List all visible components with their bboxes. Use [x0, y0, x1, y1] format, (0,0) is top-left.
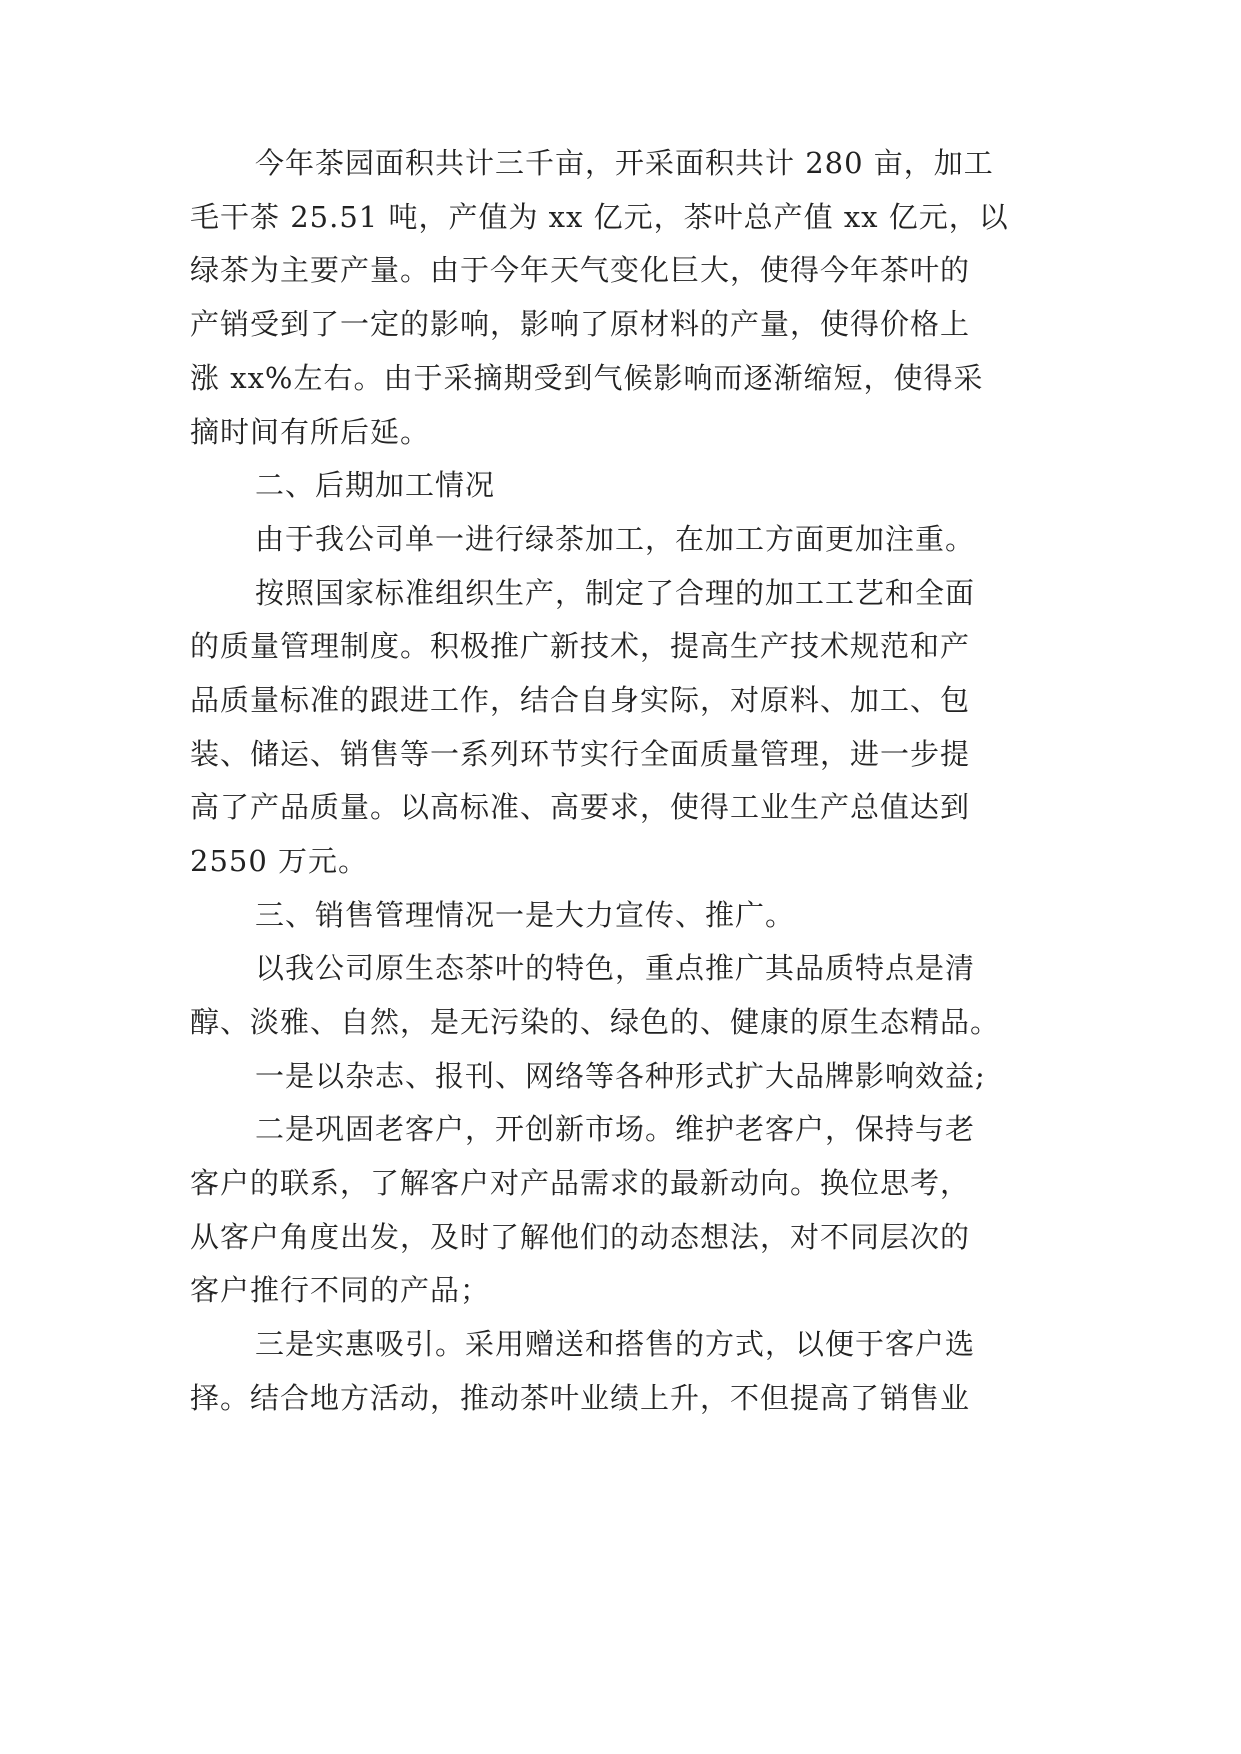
- section-heading: 三、销售管理情况一是大力宣传、推广。: [255, 898, 796, 932]
- text-line: 从客户角度出发，及时了解他们的动态想法，对不同层次的: [190, 1220, 971, 1254]
- text-line: 的质量管理制度。积极推广新技术，提高生产技术规范和产: [190, 629, 971, 663]
- text-line: 一是以杂志、报刊、网络等各种形式扩大品牌影响效益;: [255, 1059, 986, 1093]
- text-line: 高了产品质量。以高标准、高要求，使得工业生产总值达到: [190, 790, 971, 824]
- text-line: 2550 万元。: [190, 844, 369, 878]
- text-line: 涨 xx%左右。由于采摘期受到气候影响而逐渐缩短，使得采: [190, 361, 984, 395]
- section-heading: 二、后期加工情况: [255, 468, 496, 502]
- text-line: 三是实惠吸引。采用赠送和搭售的方式，以便于客户选: [255, 1327, 976, 1361]
- text-line: 客户的联系，了解客户对产品需求的最新动向。换位思考，: [190, 1166, 971, 1200]
- text-line: 择。结合地方活动，推动茶叶业绩上升，不但提高了销售业: [190, 1381, 971, 1415]
- text-line: 二是巩固老客户，开创新市场。维护老客户，保持与老: [255, 1112, 976, 1146]
- text-line: 客户推行不同的产品；: [190, 1273, 491, 1307]
- text-line: 绿茶为主要产量。由于今年天气变化巨大，使得今年茶叶的: [190, 253, 971, 287]
- text-line: 品质量标准的跟进工作，结合自身实际，对原料、加工、包: [190, 683, 971, 717]
- text-line: 由于我公司单一进行绿茶加工，在加工方面更加注重。: [255, 522, 976, 556]
- text-line: 今年茶园面积共计三千亩，开采面积共计 280 亩，加工: [255, 146, 994, 180]
- text-line: 醇、淡雅、自然，是无污染的、绿色的、健康的原生态精品。: [190, 1005, 1001, 1039]
- text-line: 产销受到了一定的影响，影响了原材料的产量，使得价格上: [190, 307, 971, 341]
- text-line: 装、储运、销售等一系列环节实行全面质量管理，进一步提: [190, 737, 971, 771]
- text-line: 按照国家标准组织生产，制定了合理的加工工艺和全面: [255, 576, 976, 610]
- text-line: 毛干茶 25.51 吨，产值为 xx 亿元，茶叶总产值 xx 亿元，以: [190, 200, 1009, 234]
- text-line: 摘时间有所后延。: [190, 415, 431, 449]
- text-line: 以我公司原生态茶叶的特色，重点推广其品质特点是清: [255, 951, 976, 985]
